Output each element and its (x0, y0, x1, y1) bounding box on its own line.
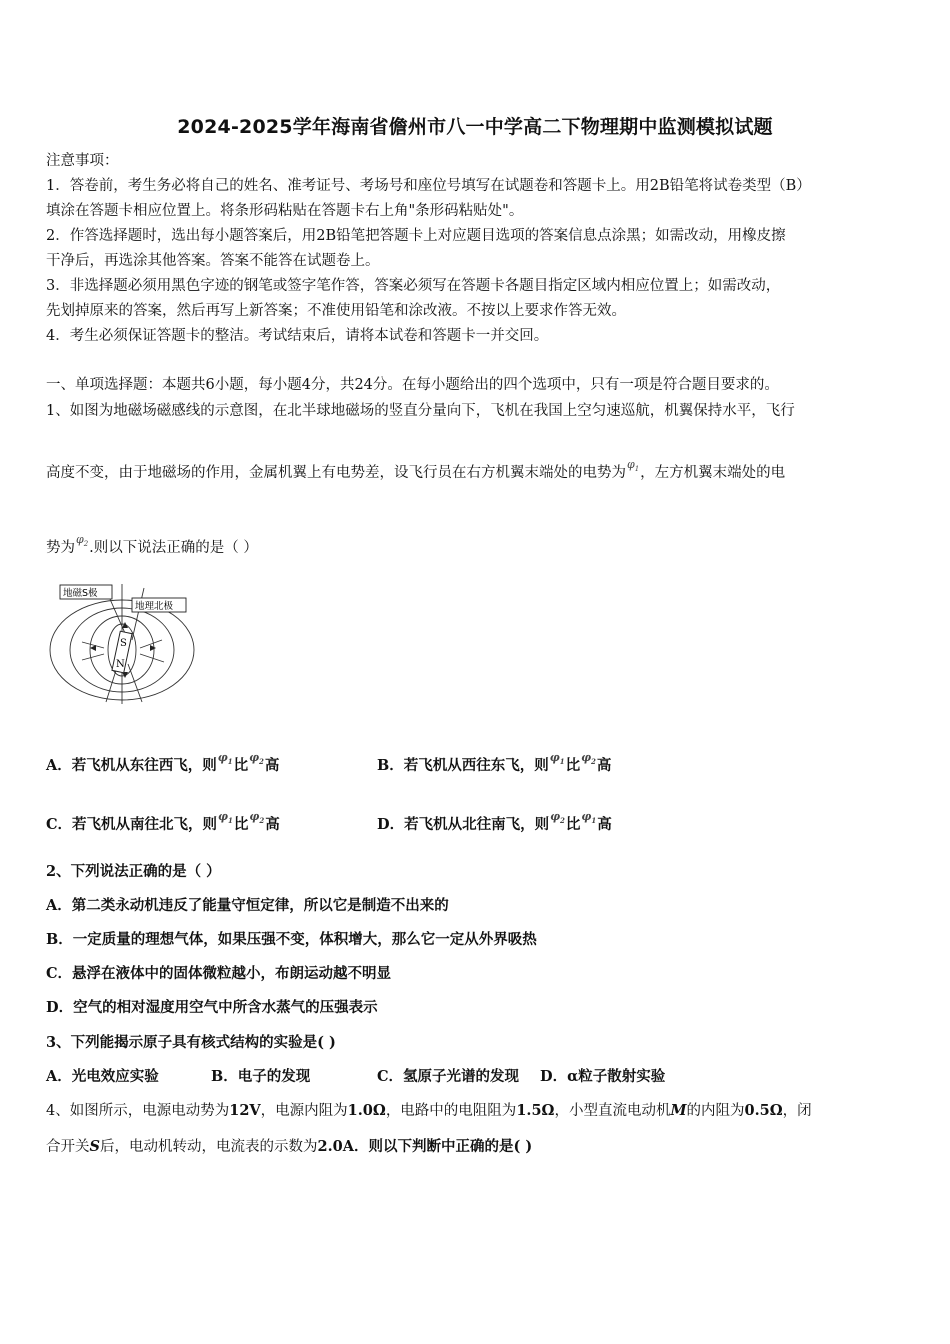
q4-emf: 12V (229, 1102, 261, 1119)
phi1-symbol: φ1 (217, 751, 233, 767)
q4-current-value: 2.0A (317, 1138, 354, 1155)
notice-line-3: 2．作答选择题时，选出每小题答案后，用2B铅笔把答题卡上对应题目选项的答案信息点涂黑；如需改动，用橡皮擦 (46, 228, 786, 244)
notice-line-7: 4．考生必须保证答题卡的整洁。考试结束后，请将本试卷和答题卡一并交回。 (46, 328, 549, 344)
notice-line-4: 干净后，再选涂其他答案。答案不能答在试题卷上。 (46, 253, 380, 269)
q4-line-2: 合开关S后，电动机转动，电流表的示数为2.0A．则以下判断中正确的是( ) (46, 1138, 533, 1155)
q2-option-d[interactable]: D．空气的相对湿度用空气中所含水蒸气的压强表示 (46, 999, 378, 1016)
phi2-symbol: φ2 (76, 533, 89, 549)
phi2-symbol: φ2 (581, 751, 596, 767)
section-heading: 一、单项选择题：本题共6小题，每小题4分，共24分。在每小题给出的四个选项中，只有一项是符合题目要求的。 (46, 377, 779, 393)
notice-line-2: 填涂在答题卡相应位置上。将条形码粘贴在答题卡右上角"条形码粘贴处"。 (46, 203, 524, 219)
phi1-symbol: φ1 (218, 810, 233, 826)
q3-option-b[interactable]: B．电子的发现 (211, 1068, 311, 1085)
q4-switch-symbol: S (89, 1138, 100, 1155)
q3-option-d[interactable]: D．α粒子散射实验 (540, 1068, 666, 1085)
pole-s-label: S (120, 638, 127, 649)
q4-internal-resistance: 1.0Ω (347, 1102, 386, 1119)
phi2-symbol: φ2 (550, 810, 565, 826)
notice-heading: 注意事项： (46, 153, 119, 169)
q1-option-a[interactable]: A．若飞机从东往西飞，则$^{\varphi_1}$比$^{\varphi_2}$高 (46, 751, 280, 774)
q1-line-2-text-b: ，左方机翼末端处的电 (640, 465, 786, 481)
q2-option-c[interactable]: C．悬浮在液体中的固体微粒越小，布朗运动越不明显 (46, 965, 392, 982)
q1-line-2-text-a: 高度不变，由于地磁场的作用，金属机翼上有电势差，设飞行员在右方机翼末端处的电势为 (46, 465, 626, 481)
q4-line-1: 4、如图所示，电源电动势为12V，电源内阻为1.0Ω，电路中的电阻阻为1.5Ω，小型直流电动机M的内阻为0.5Ω，闭 (46, 1102, 812, 1119)
notice-line-5: 3．非选择题必须用黑色字迹的钢笔或签字笔作答，答案必须写在答题卡各题目指定区域内相应位置上；如需改动， (46, 278, 781, 294)
q1-line-3 (46, 533, 908, 563)
q4-resistor-value: 1.5Ω (516, 1102, 555, 1119)
phi2-symbol: φ2 (249, 751, 264, 767)
q3-option-a[interactable]: A．光电效应实验 (46, 1068, 159, 1085)
phi1-symbol: φ1 (549, 751, 565, 767)
notice-line-1: 1．答卷前，考生务必将自己的姓名、准考证号、考场号和座位号填写在试题卷和答题卡上。用2B铅笔将试卷类型（B） (46, 178, 811, 194)
arrow-marker (122, 622, 128, 628)
q1-option-c[interactable]: C．若飞机从南往北飞，则$^{\varphi_1}$比$^{\varphi_2}$高 (46, 810, 280, 833)
q3-stem: 3、下列能揭示原子具有核式结构的实验是( ) (46, 1034, 336, 1051)
q1-line-2 (46, 458, 908, 488)
q2-option-b[interactable]: B．一定质量的理想气体，如果压强不变，体积增大，那么它一定从外界吸热 (46, 931, 537, 948)
phi1-symbol: φ1 (581, 810, 597, 826)
geomagnetic-field-figure (46, 582, 216, 704)
arrow-marker (90, 645, 96, 651)
phi1-symbol: φ1 (627, 458, 640, 474)
q3-option-c[interactable]: C．氢原子光谱的发现 (377, 1068, 520, 1085)
q2-stem: 2、下列说法正确的是（ ） (46, 863, 221, 880)
page-title: 2024-2025学年海南省儋州市八一中学高二下物理期中监测模拟试题 (177, 116, 773, 138)
q1-option-d[interactable]: D．若飞机从北往南飞，则$^{\varphi_2}$比$^{\varphi_1}$高 (377, 810, 612, 833)
geographic-n-label: 地理北极 (135, 601, 174, 612)
notice-line-6: 先划掉原来的答案，然后再写上新答案；不准使用铅笔和涂改液。不按以上要求作答无效。 (46, 303, 626, 319)
pole-n-label: N (116, 659, 125, 670)
q2-option-a[interactable]: A．第二类永动机违反了能量守恒定律，所以它是制造不出来的 (46, 897, 449, 914)
q4-motor-resistance: 0.5Ω (744, 1102, 783, 1119)
geomagnetic-s-label: 地磁S极 (63, 588, 98, 599)
q4-motor-symbol: M (670, 1102, 687, 1119)
q1-line-1: 1、如图为地磁场磁感线的示意图，在北半球地磁场的竖直分量向下，飞机在我国上空匀速巡航，机翼保持水平，飞行 (46, 403, 795, 419)
q1-line-3-text-b: .则以下说法正确的是（ ） (89, 540, 258, 556)
phi2-symbol: φ2 (249, 810, 265, 826)
q1-option-b[interactable]: B．若飞机从西往东飞，则$^{\varphi_1}$比$^{\varphi_2}$高 (377, 751, 612, 774)
q1-line-3-text-a: 势为 (46, 540, 75, 556)
arrow-marker (150, 645, 156, 651)
